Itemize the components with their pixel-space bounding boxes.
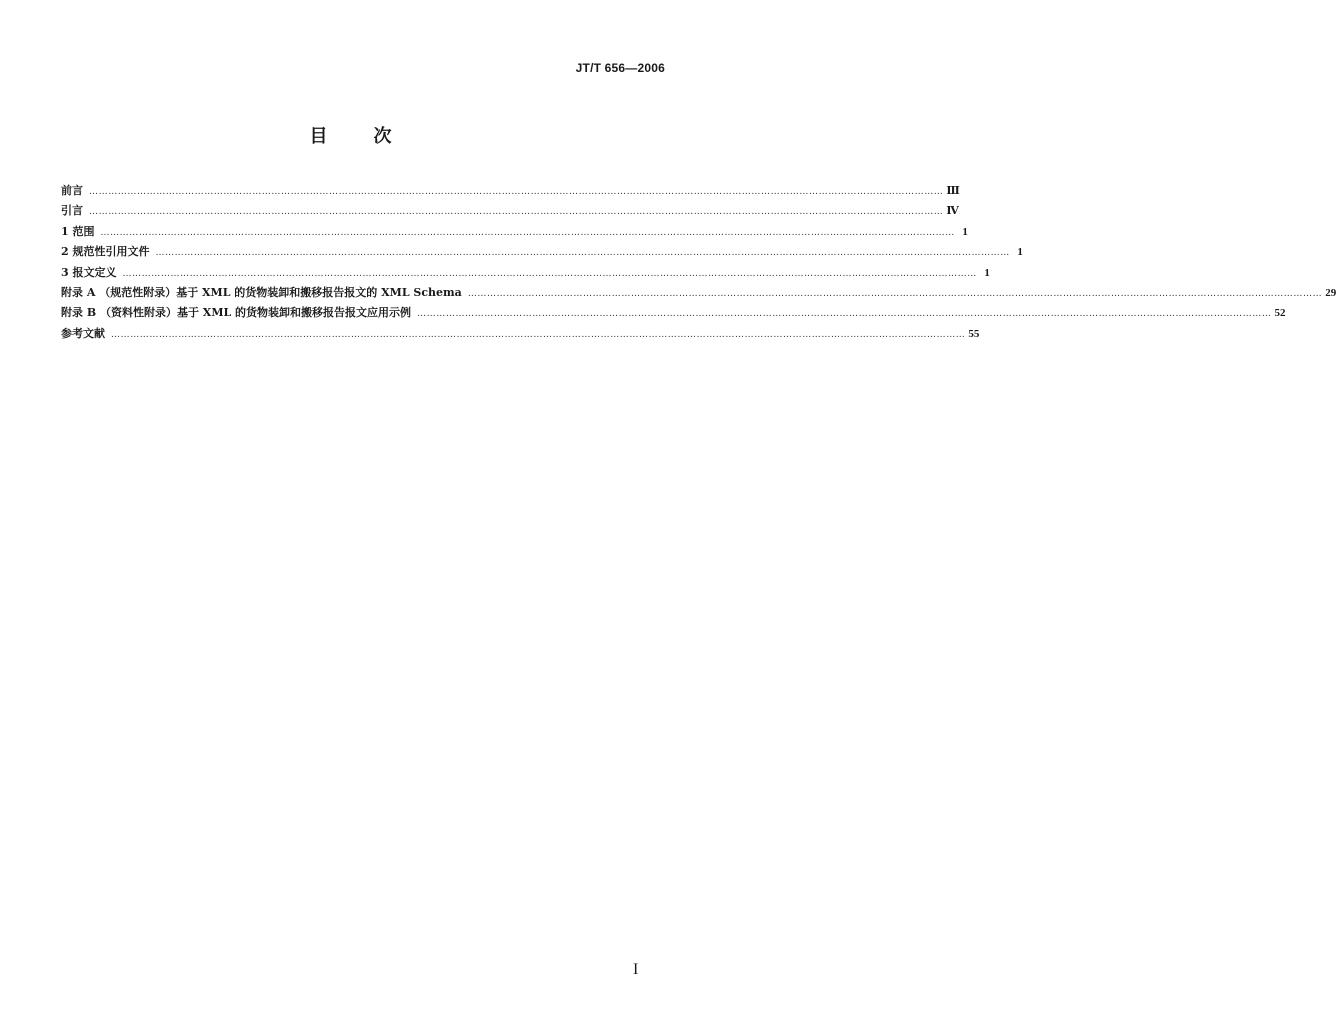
toc-entry-page: 52 xyxy=(1274,307,1286,320)
toc-entry-page: 29 xyxy=(1325,286,1336,299)
toc-entry-foreword[interactable] xyxy=(61,181,960,201)
toc-leader-dots: …………………………………………………………………………………………………………………………………………………………………………………………………………………………………………… xyxy=(155,248,1010,259)
toc-leader-dots: …………………………………………………………………………………………………………………………………………………………………………………………………………………………………………… xyxy=(467,288,1323,299)
toc-entry-label: 引言 xyxy=(61,204,83,218)
toc-leader-dots: …………………………………………………………………………………………………………………………………………………………………………………………………………………………………………… xyxy=(100,227,955,238)
toc-entry-annex-b[interactable] xyxy=(61,303,1286,323)
toc-leader-dots: …………………………………………………………………………………………………………………………………………………………………………………………………………………………………………… xyxy=(89,207,944,218)
toc-leader-dots: …………………………………………………………………………………………………………………………………………………………………………………………………………………………………………… xyxy=(111,329,966,340)
page-title: 目次 xyxy=(309,126,438,147)
toc-leader-dots: …………………………………………………………………………………………………………………………………………………………………………………………………………………………………………… xyxy=(417,309,1272,320)
toc-entry-normative-references[interactable] xyxy=(61,242,1023,262)
toc-entry-label: 附录 B （资料性附录）基于 XML 的货物装卸和搬移报告报文应用示例 xyxy=(61,306,412,320)
toc-entry-message-definition[interactable] xyxy=(61,263,990,283)
toc-entry-annex-a[interactable] xyxy=(61,283,1336,303)
standard-code: JT/T 656—2006 xyxy=(575,61,665,75)
toc-entry-page: 1 xyxy=(962,225,968,238)
toc-entry-label: 2 规范性引用文件 xyxy=(61,245,150,259)
toc-entry-label: 3 报文定义 xyxy=(61,265,117,279)
toc-entry-page: Ⅳ xyxy=(946,205,959,218)
toc-entry-bibliography[interactable] xyxy=(61,324,980,344)
toc-entry-label: 前言 xyxy=(61,184,83,197)
toc-entry-label: 1 范围 xyxy=(61,224,95,238)
toc-entry-page: 55 xyxy=(968,327,980,340)
toc-leader-dots: …………………………………………………………………………………………………………………………………………………………………………………………………………………………………………… xyxy=(89,187,944,197)
toc-entry-label: 附录 A （规范性附录）基于 XML 的货物装卸和搬移报告报文的 XML Schema xyxy=(61,285,462,299)
toc-entry-page: 1 xyxy=(984,266,990,279)
toc-entry-scope[interactable] xyxy=(61,222,968,242)
toc-entry-label: 参考文献 xyxy=(61,326,105,340)
page-number: I xyxy=(633,961,639,978)
toc-entry-page: Ⅲ xyxy=(946,185,960,197)
toc-entry-page: 1 xyxy=(1017,246,1023,259)
toc-leader-dots: …………………………………………………………………………………………………………………………………………………………………………………………………………………………………………… xyxy=(122,268,977,279)
table-of-contents xyxy=(61,181,1336,344)
toc-entry-introduction[interactable] xyxy=(61,201,959,221)
